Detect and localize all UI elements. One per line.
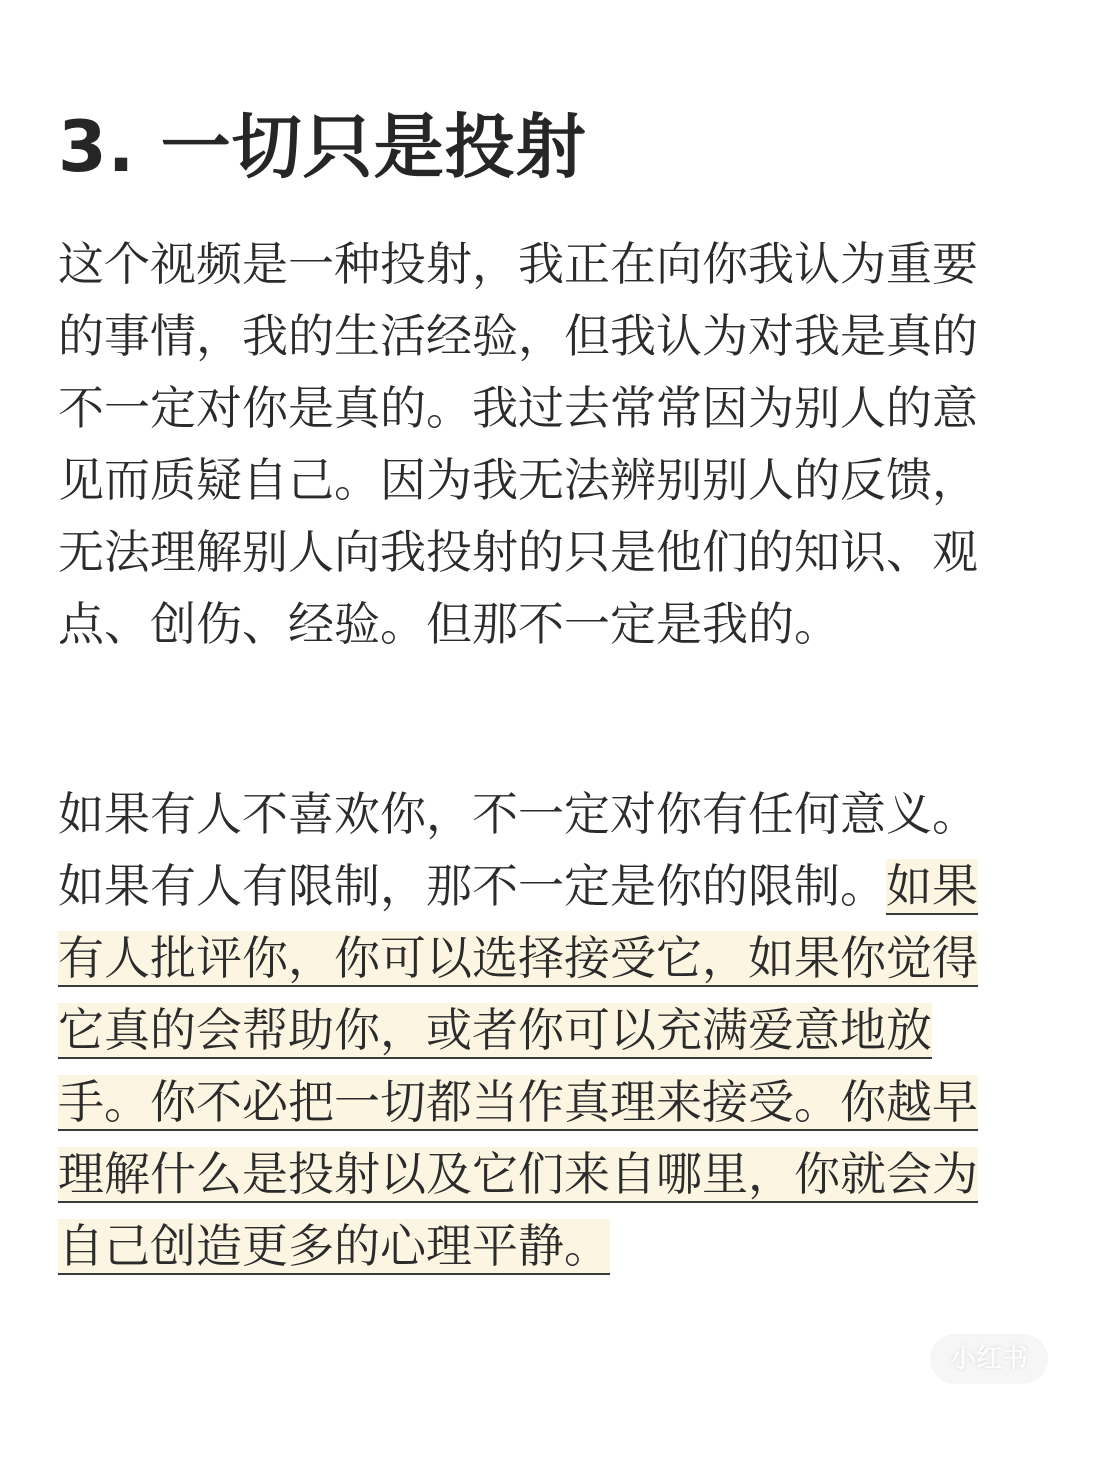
highlighted-text: 自己创造更多的心理平静。 — [58, 1219, 610, 1273]
text-line: 这个视频是一种投射，我正在向你我认为重要 — [58, 237, 978, 291]
highlighted-text: 有人批评你，你可以选择接受它，如果你觉得 — [58, 931, 978, 985]
text-line — [58, 1066, 1048, 1138]
text-line — [58, 922, 1048, 994]
xiaohongshu-watermark: 小红书 — [930, 1334, 1048, 1384]
text-line: 的事情，我的生活经验，但我认为对我是真的 — [58, 309, 978, 363]
text-line — [58, 850, 1048, 922]
text-line — [58, 1210, 1048, 1282]
text-line: 如果有人不喜欢你，不一定对你有任何意义。 — [58, 787, 978, 841]
highlighted-text: 理解什么是投射以及它们来自哪里，你就会为 — [58, 1147, 978, 1201]
paragraph-criticism — [58, 778, 1048, 1282]
plain-text: 如果有人有限制，那不一定是你的限制。 — [58, 859, 886, 913]
highlighted-text: 如果 — [886, 859, 978, 913]
paragraph-projection-intro — [58, 228, 1048, 660]
text-line: 无法理解别人向我投射的只是他们的知识、观 — [58, 525, 978, 579]
highlighted-text: 它真的会帮助你，或者你可以充满爱意地放 — [58, 1003, 932, 1057]
text-line: 见而质疑自己。因为我无法辨别别人的反馈， — [58, 453, 978, 507]
text-line — [58, 1138, 1048, 1210]
text-line: 不一定对你是真的。我过去常常因为别人的意 — [58, 381, 978, 435]
text-line — [58, 994, 1048, 1066]
text-line: 点、创伤、经验。但那不一定是我的。 — [58, 597, 840, 651]
page-title: 3. 一切只是投射 — [58, 106, 587, 188]
highlighted-text: 手。你不必把一切都当作真理来接受。你越早 — [58, 1075, 978, 1129]
